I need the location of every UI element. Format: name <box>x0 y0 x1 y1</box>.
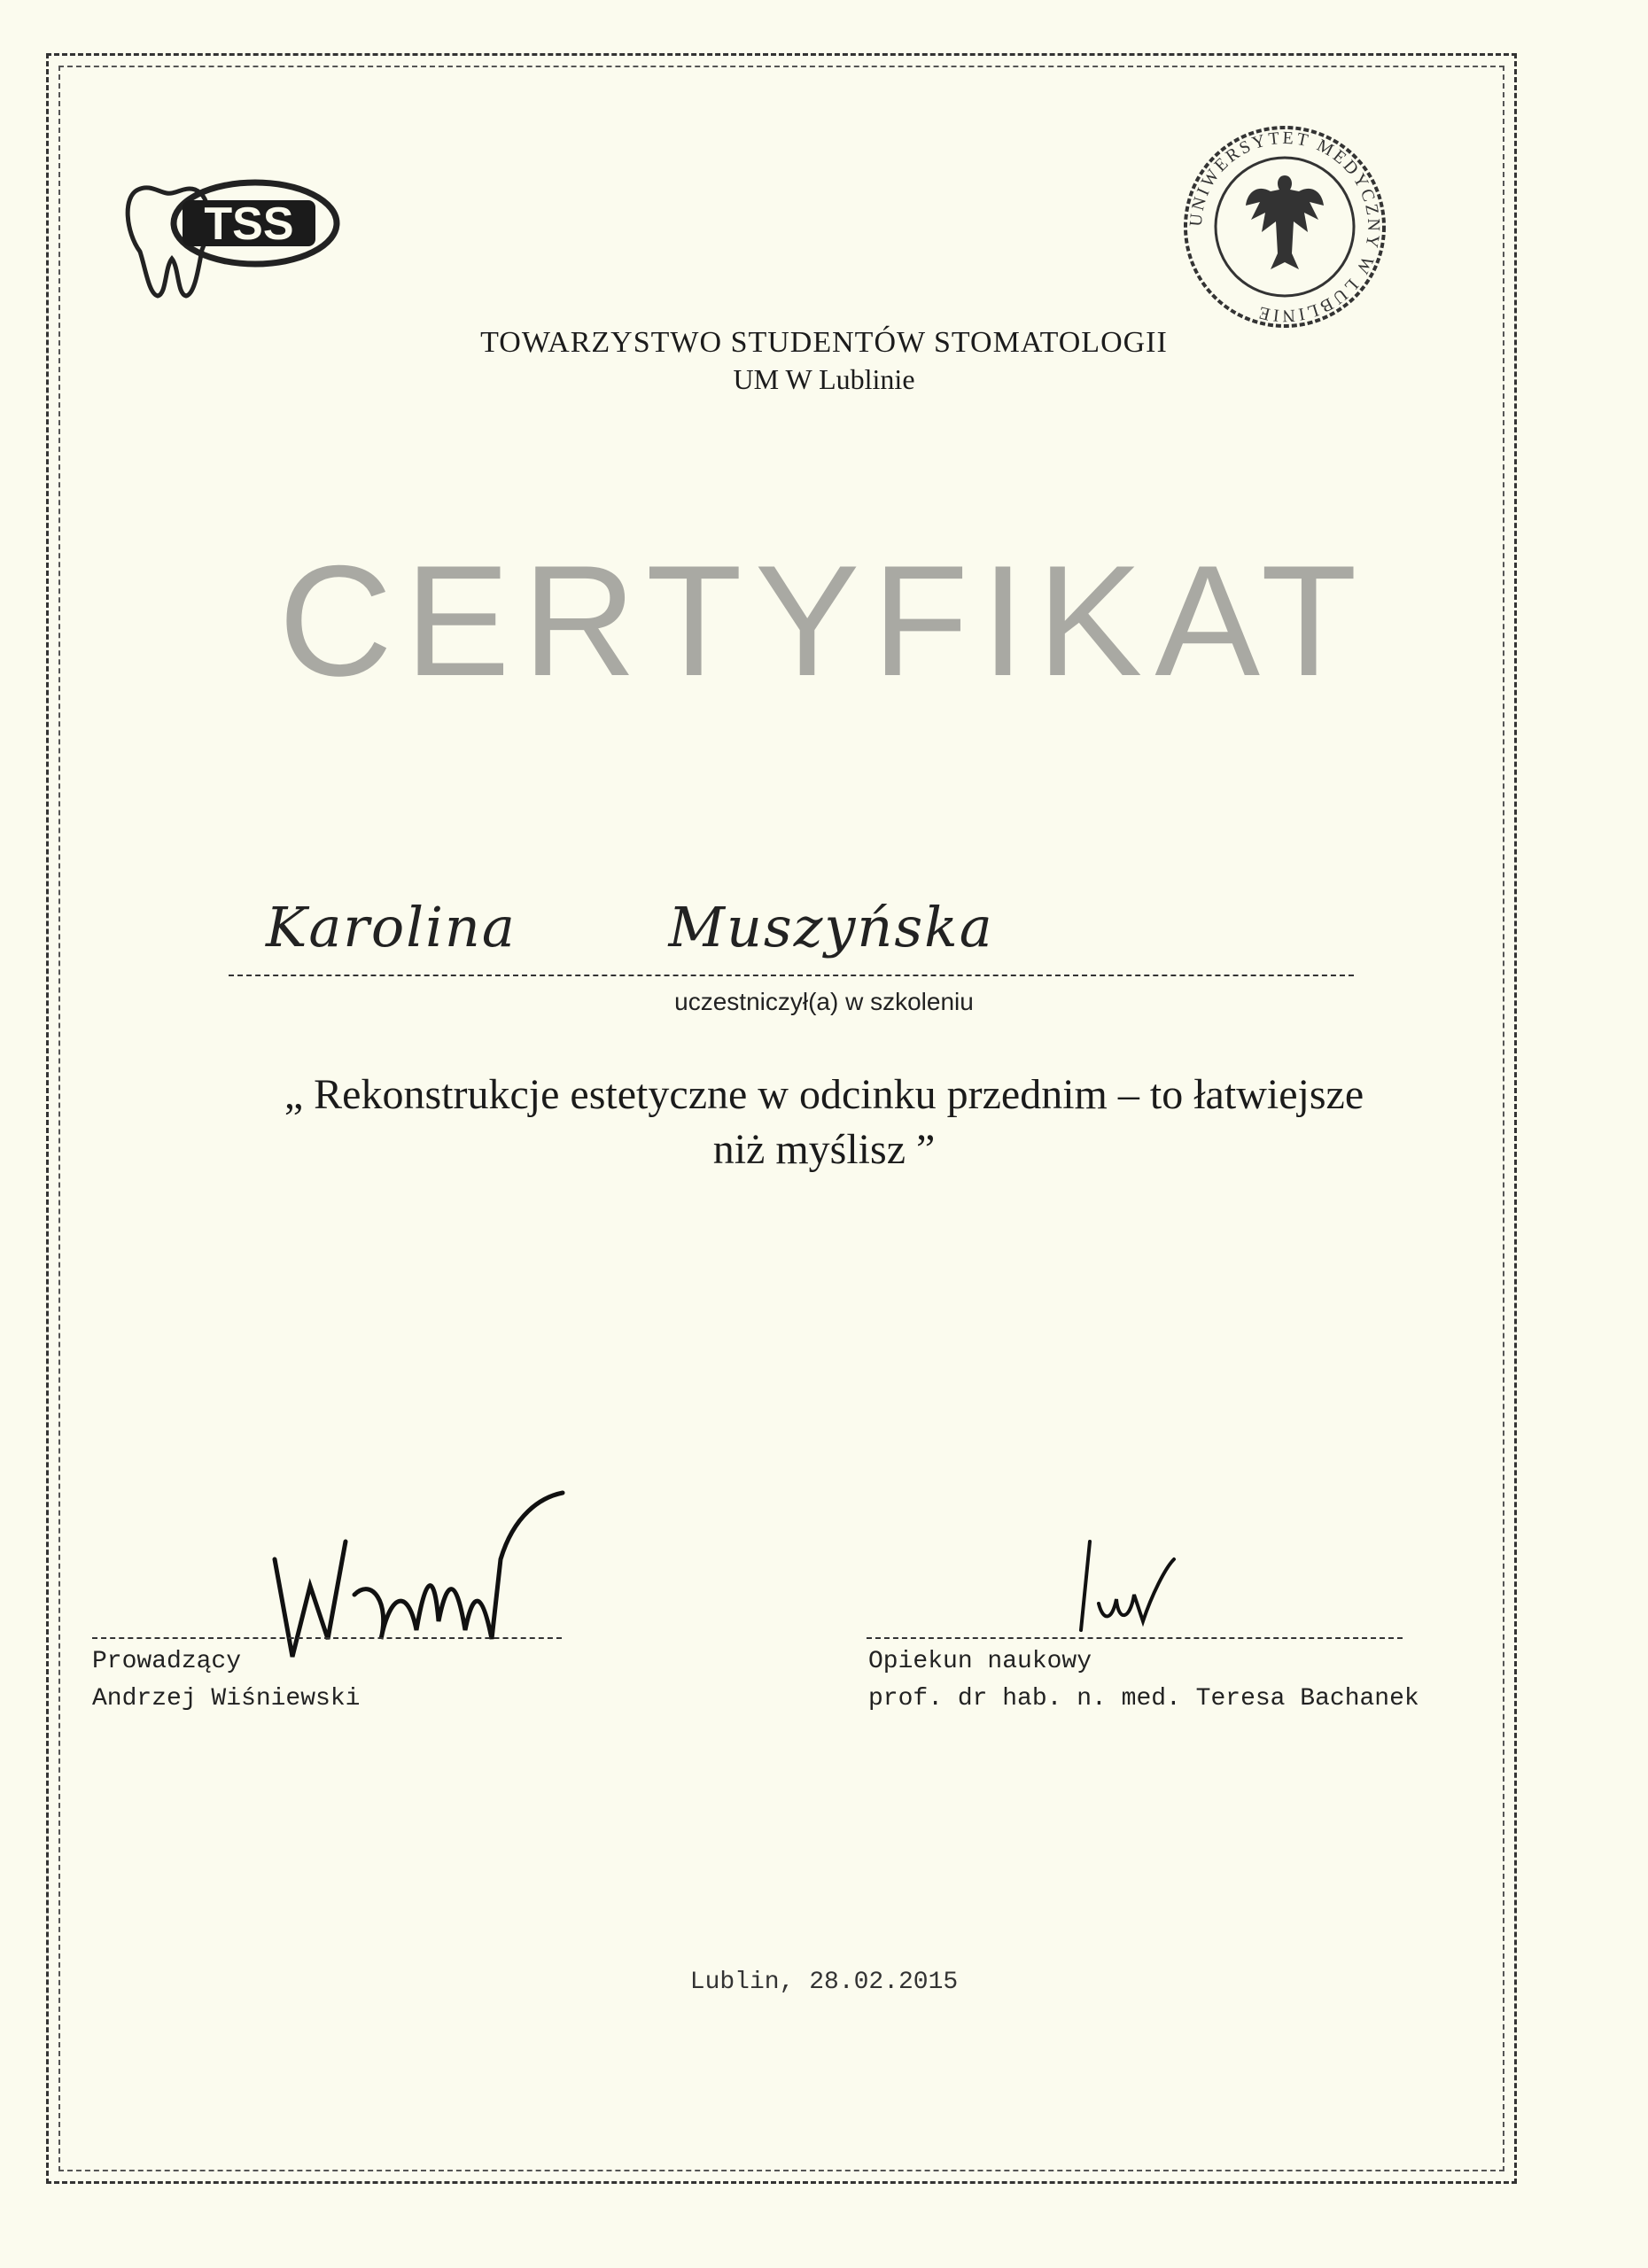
organization-name: TOWARZYSTWO STUDENTÓW STOMATOLOGII <box>480 326 1168 359</box>
right-signatory-role: Opiekun naukowy <box>868 1648 1092 1675</box>
certificate-title: CERTYFIKAT <box>278 532 1370 709</box>
course-title <box>0 1068 1648 1177</box>
participant-name: Karolina Muszyńska <box>266 895 994 959</box>
logo-text: TSS <box>204 198 294 250</box>
university-seal <box>1178 120 1391 333</box>
organization-subtitle: UM W Lublinie <box>733 363 915 395</box>
name-dotted-line <box>229 975 1354 976</box>
signature-line-left <box>92 1637 562 1639</box>
course-title-line-1: „ Rekonstrukcje estetyczne w odcinku przednim – to łatwiejsze <box>284 1071 1364 1118</box>
course-title-line-2: niż myślisz ” <box>712 1126 936 1173</box>
participated-text: uczestniczył(a) w szkoleniu <box>674 988 974 1015</box>
tss-logo <box>113 170 344 303</box>
signature-right <box>1063 1533 1205 1648</box>
eagle-icon <box>1246 175 1324 269</box>
signature-left <box>257 1488 567 1666</box>
place-date: Lublin, 28.02.2015 <box>689 1969 959 1996</box>
left-signatory-role: Prowadzący <box>92 1648 242 1675</box>
signature-line-right <box>867 1637 1403 1639</box>
seal-text: UNIWERSYTET MEDYCZNY W LUBLINIE <box>1185 128 1384 326</box>
left-signatory-name: Andrzej Wiśniewski <box>92 1685 361 1713</box>
right-signatory-name: prof. dr hab. n. med. Teresa Bachanek <box>868 1685 1419 1713</box>
